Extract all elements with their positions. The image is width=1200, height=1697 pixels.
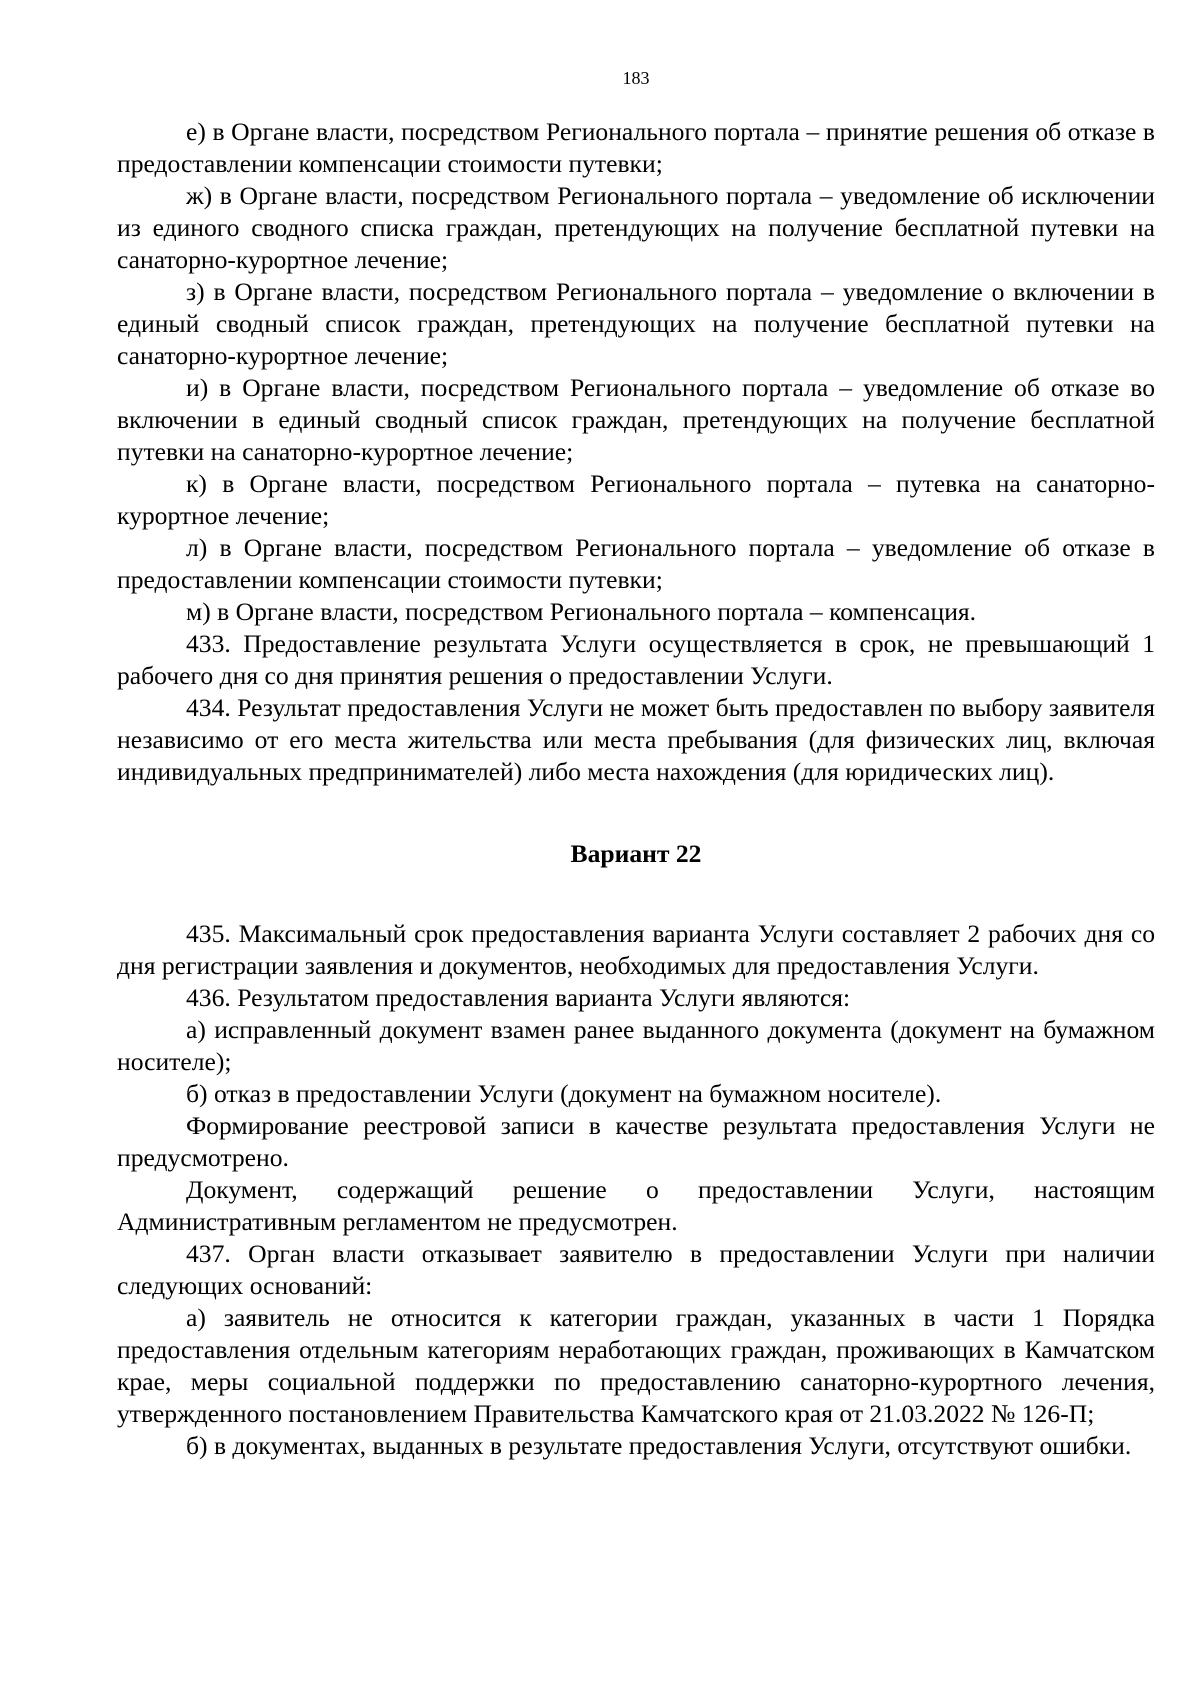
paragraph-437: 437. Орган власти отказывает заявителю в предоставлении Услуги при наличии следующих оснований: xyxy=(117,1239,1155,1300)
paragraph-436-item-a: а) исправленный документ взамен ранее выданного документа (документ на бумажном носителе); xyxy=(117,1015,1155,1076)
paragraph-433: 433. Предоставление результата Услуги осуществляется в срок, не превышающий 1 рабочего дня со дня принятия решения о предоставлении Услуги. xyxy=(117,629,1155,690)
paragraph-registry-record: Формирование реестровой записи в качестве результата предоставления Услуги не предусмотрено. xyxy=(117,1111,1155,1172)
document-page xyxy=(117,0,1155,1697)
page-number: 183 xyxy=(622,68,650,88)
paragraph-item-k: к) в Органе власти, посредством Регионального портала – путевка на санаторно-курортное лечение; xyxy=(117,469,1155,530)
document-body xyxy=(117,116,1155,1462)
paragraph-item-e: е) в Органе власти, посредством Регионального портала – принятие решения об отказе в предоставлении компенсации стоимости путевки; xyxy=(117,117,1155,178)
paragraph-437-item-b: б) в документах, выданных в результате предоставления Услуги, отсутствуют ошибки. xyxy=(186,1431,1132,1460)
paragraph-437-item-a: а) заявитель не относится к категории граждан, указанных в части 1 Порядка предоставления отдельным категориям неработающих граждан, проживающих в Камчатском крае, меры социальной поддержки по предоставлению санаторно-курортного лечения, утвержденного постановлением Правительства Камчатского края от 21.03.2022 № 126-П; xyxy=(117,1303,1155,1428)
paragraph-436: 436. Результатом предоставления варианта Услуги являются: xyxy=(186,983,851,1012)
paragraph-item-m: м) в Органе власти, посредством Регионального портала – компенсация. xyxy=(186,597,977,626)
paragraph-decision-document: Документ, содержащий решение о предоставлении Услуги, настоящим Административным регламентом не предусмотрен. xyxy=(117,1175,1155,1236)
paragraph-434: 434. Результат предоставления Услуги не может быть предоставлен по выбору заявителя независимо от его места жительства или места пребывания (для физических лиц, включая индивидуальных предпринимателей) либо места нахождения (для юридических лиц). xyxy=(117,693,1155,786)
paragraph-435: 435. Максимальный срок предоставления варианта Услуги составляет 2 рабочих дня со дня регистрации заявления и документов, необходимых для предоставления Услуги. xyxy=(117,919,1155,980)
paragraph-item-l: л) в Органе власти, посредством Регионального портала – уведомление об отказе в предоставлении компенсации стоимости путевки; xyxy=(117,533,1155,594)
paragraph-436-item-b: б) отказ в предоставлении Услуги (документ на бумажном носителе). xyxy=(186,1079,942,1108)
section-heading: Вариант 22 xyxy=(570,839,702,868)
paragraph-item-zh: ж) в Органе власти, посредством Регионального портала – уведомление об исключении из единого сводного списка граждан, претендующих на получение бесплатной путевки на санаторно-курортное лечение; xyxy=(117,181,1155,274)
paragraph-item-i: и) в Органе власти, посредством Регионального портала – уведомление об отказе во включении в единый сводный список граждан, претендующих на получение бесплатной путевки на санаторно-курортное лечение; xyxy=(117,373,1155,466)
paragraph-item-z: з) в Органе власти, посредством Регионального портала – уведомление о включении в единый сводный список граждан, претендующих на получение бесплатной путевки на санаторно-курортное лечение; xyxy=(117,277,1155,370)
